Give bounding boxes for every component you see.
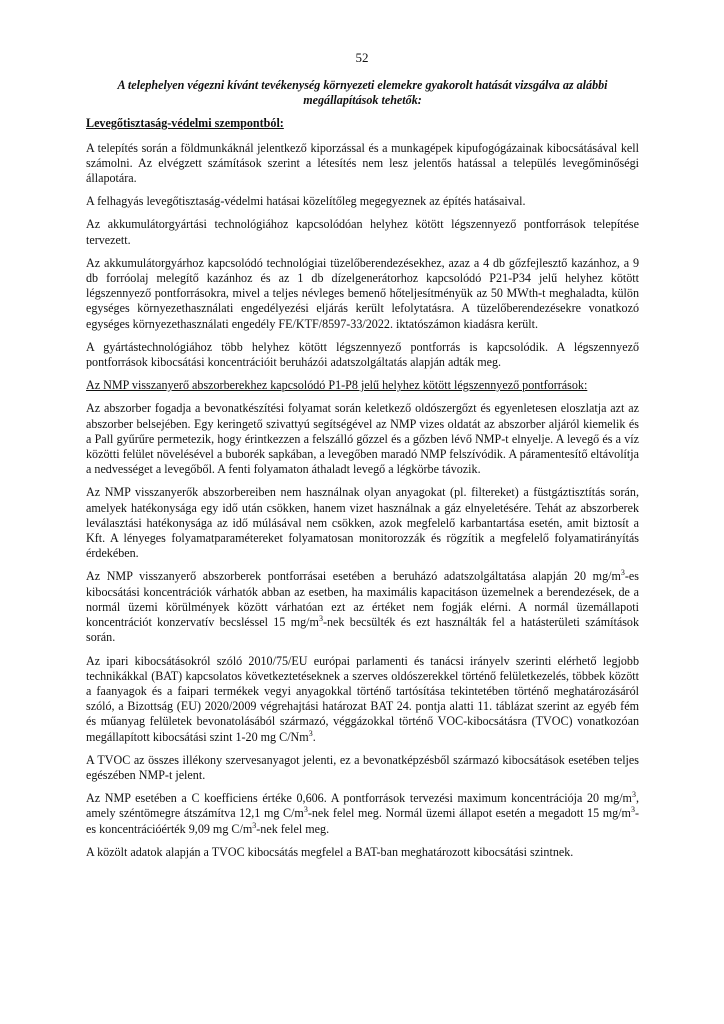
paragraph-5: A gyártástechnológiához több helyhez kötött légszennyező pontforrás is kapcsolódik. A légszennyező pontforrások kibocsátási koncentrációit beruházói adatszolgáltatás alapján adták meg. (86, 339, 639, 370)
paragraph-3: Az akkumulátorgyártási technológiához kapcsolódóan helyhez kötött légszennyező pontforrások telepítése tervezett. (86, 217, 639, 247)
paragraph-8: Az NMP visszanyerők abszorbereiben nem használnak olyan anyagokat (pl. filtereket) a füstgáztisztítás során, amelyek hatékonysága egy idő után csökken, hanem vizet használnak a gáz elnyeletésére. Tehát az abszorberek leválasztási hatékonysága az idő múlásával nem csökken, azok megfelelő karbantartása esetén, amit biztosít a Kft. A lényeges folyamatparamétereket folyamatosan monitorozzák és rögzítik a megfelelő folyamatirányítás érdekében. (86, 485, 639, 561)
paragraph-11: A TVOC az összes illékony szervesanyagot jelenti, ez a bevonatképzésből származó kibocsátások esetében teljes egészében NMP-t jelent. (86, 752, 639, 782)
paragraph-13: A közölt adatok alapján a TVOC kibocsátás megfelel a BAT-ban meghatározott kibocsátási szintnek. (86, 844, 574, 859)
page-number: 52 (355, 50, 369, 65)
paragraph-7: Az abszorber fogadja a bevonatkészítési folyamat során keletkező oldószergőzt és egyenletesen eloszlatja azt az abszorber belsejében. Egy keringető szivattyú segítségével az NMP vizes oldatát az abszorber aljáról kiemelik és a Pall gyűrűre permetezik, hogy érintkezzen a felszálló gőzzel és a gőzben lévő NMP-t elnyelje. A levegő és a víz közötti felület növelésével a buborék sapkában, a levegőben maradó NMP felszívódik. A páramentesítő eltávolítja a nedvességet a levegőből. A fenti folyamaton áthaladt levegő a légkörbe távozik. (86, 401, 639, 477)
paragraph-nmp-heading: Az NMP visszanyerő abszorberekhez kapcsolódó P1-P8 jelű helyhez kötött légszennyező pontforrások: (86, 378, 588, 393)
paragraph-9 (86, 569, 639, 645)
paragraph-9-part-c: -nek becsülték és ezt használták fel a hatásterületi számítások során. (86, 615, 639, 645)
superscript-3: 3 (308, 728, 313, 738)
superscript-3: 3 (318, 614, 323, 624)
page-content (86, 78, 639, 860)
superscript-3: 3 (252, 820, 257, 830)
paragraph-12-part-c: -nek felel meg. Normál üzemi állapot esetén a megadott 15 mg/m (307, 806, 631, 821)
paragraph-1: A telepítés során a földmunkáknál jelentkező kiporzással és a munkagépek kipufogógázainak kibocsátásával kell számolni. Az elvégzett számítások szerint a létesítés nem lesz jelentős hatással a település levegőminőségi állapotára. (86, 140, 639, 186)
section-heading: A telephelyen végezni kívánt tevékenység környezeti elemekre gyakorolt hatását vizsgálva az alábbi megállapítások tehetők: (117, 78, 608, 108)
paragraph-12 (86, 791, 639, 837)
paragraph-12-part-e: -nek felel meg. (256, 821, 330, 836)
superscript-3: 3 (630, 805, 635, 815)
paragraph-4: Az akkumulátorgyárhoz kapcsolódó technológiai tüzelőberendezésekhez, azaz a 4 db gőzfejlesztő kazánhoz, a 9 db forróolaj melegítő kazánhoz és az 1 db dízelgenerátorhoz kapcsolódó P21-P34 jelű helyhez kötött légszennyező pontforrásokra, mivel a teljes névleges bemenő hőteljesítményük az 50 MWth-t meghaladta, külön egységes környezethasználati engedélyezési eljárás került lefolytatásra. A tüzelőberendezésekre vonatkozó egységes környezethasználati engedély FE/KTF/8597-33/2022. iktatószámon kiadásra került. (86, 255, 639, 331)
paragraph-9-part-b: -es kibocsátási koncentrációk várhatók abban az esetben, ha maximális kapacitáson üzemelnek a berendezések, de a normál üzemi körülmények között várhatóan ezt az értéket nem fogják elérni. A normál üzemállapoti koncentrációt konzervatív becsléssel 15 mg/m (86, 569, 639, 630)
superscript-3: 3 (620, 568, 625, 578)
paragraph-10-part-a: Az ipari kibocsátásokról szóló 2010/75/EU európai parlamenti és tanácsi irányelv szerinti elérhető legjobb technikákkal (BAT) kapcsolatos következtetéseknek a szerves oldószerekkel történő felületkezelés, többek között a faanyagok és a faipari termékek vegyi anyagokkal történő tartósítása tekintetében történő meghatározásáról szóló, a Bizottság (EU) 2020/2009 végrehajtási határozat BAT 24. pontja alatti 11. táblázat szerint az egyéb fém és műanyag felületek bevonatolásából származó, véggázokkal történő VOC-kibocsátásra (TVOC) vonatkozóan megállapított kibocsátási szint 1-20 mg C/Nm (86, 653, 639, 744)
paragraph-2: A felhagyás levegőtisztaság-védelmi hatásai közelítőleg megegyeznek az építés hatásaival. (86, 194, 526, 209)
paragraph-10 (86, 654, 639, 745)
superscript-3: 3 (303, 805, 308, 815)
paragraph-12-part-d: -es koncentrációérték 9,09 mg C/m (86, 806, 639, 836)
subheading-air-quality: Levegőtisztaság-védelmi szempontból: (86, 116, 284, 131)
superscript-3: 3 (631, 790, 636, 800)
paragraph-12-part-b: , amely széntömegre átszámítva 12,1 mg C/m (86, 791, 639, 821)
paragraph-9-part-a: Az NMP visszanyerő abszorberek pontforrásai esetében a beruházó adatszolgáltatása alapján 20 mg/m (86, 569, 621, 584)
paragraph-10-part-b: . (312, 729, 316, 744)
paragraph-12-part-a: Az NMP esetében a C koefficiens értéke 0,606. A pontforrások tervezési maximum koncentrációja 20 mg/m (86, 791, 632, 806)
